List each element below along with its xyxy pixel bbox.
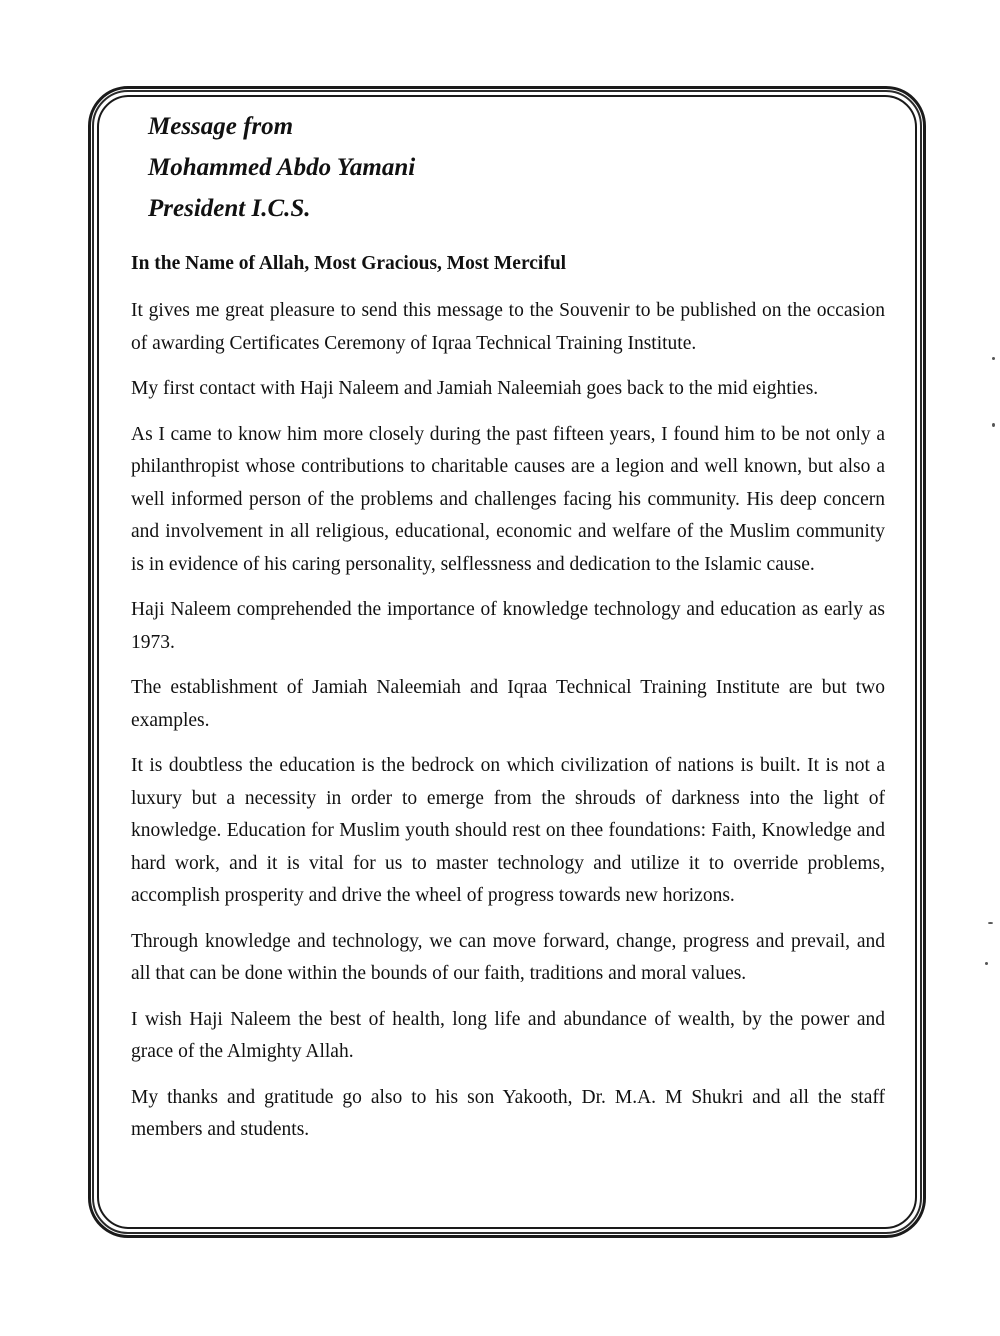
message-content xyxy=(131,106,885,1147)
paragraph-4: Haji Naleem comprehended the importance of knowledge technology and education as early as 1973. xyxy=(131,599,885,653)
message-heading xyxy=(148,106,885,229)
heading-line-message-from: Message from xyxy=(148,113,294,140)
heading-line-author-title: President I.C.S. xyxy=(148,195,311,222)
scan-speck xyxy=(985,962,988,965)
paragraph-8: I wish Haji Naleem the best of health, long life and abundance of wealth, by the power and grace of the Almighty Allah. xyxy=(131,1008,885,1062)
paragraph-3: As I came to know him more closely during the past fifteen years, I found him to be not only a philanthropist whose contributions to charitable causes are a legion and well known, but also a well informed person of the problems and challenges facing his community. His deep concern and involvement in all religious, educational, economic and welfare of the Muslim community is in evidence of his caring personality, selflessness and dedication to the Islamic cause. xyxy=(131,423,885,575)
paragraph-7: Through knowledge and technology, we can move forward, change, progress and prevail, and all that can be done within the bounds of our faith, traditions and moral values. xyxy=(131,930,885,984)
heading-line-author-name: Mohammed Abdo Yamani xyxy=(148,154,416,181)
paragraph-6: It is doubtless the education is the bedrock on which civilization of nations is built. It is not a luxury but a necessity in order to emerge from the shrouds of darkness into the light of knowledge. Education for Muslim youth should rest on thee foundations: Faith, Knowledge and hard work, and it is vital for us to master technology and utilize it to override problems, accomplish prosperity and drive the wheel of progress towards new horizons. xyxy=(131,755,885,906)
paragraph-5: The establishment of Jamiah Naleemiah and Iqraa Technical Training Institute are but two examples. xyxy=(131,677,885,731)
scan-speck xyxy=(992,357,995,360)
scan-speck xyxy=(988,922,993,924)
scan-speck xyxy=(992,423,995,427)
paragraph-1: It gives me great pleasure to send this message to the Souvenir to be published on the occasion of awarding Certificates Ceremony of Iqraa Technical Training Institute. xyxy=(131,300,885,354)
paragraph-2: My first contact with Haji Naleem and Jamiah Naleemiah goes back to the mid eighties. xyxy=(131,378,819,399)
greeting: In the Name of Allah, Most Gracious, Most Merciful xyxy=(131,253,567,274)
paragraph-9: My thanks and gratitude go also to his son Yakooth, Dr. M.A. M Shukri and all the staff members and students. xyxy=(131,1086,885,1140)
